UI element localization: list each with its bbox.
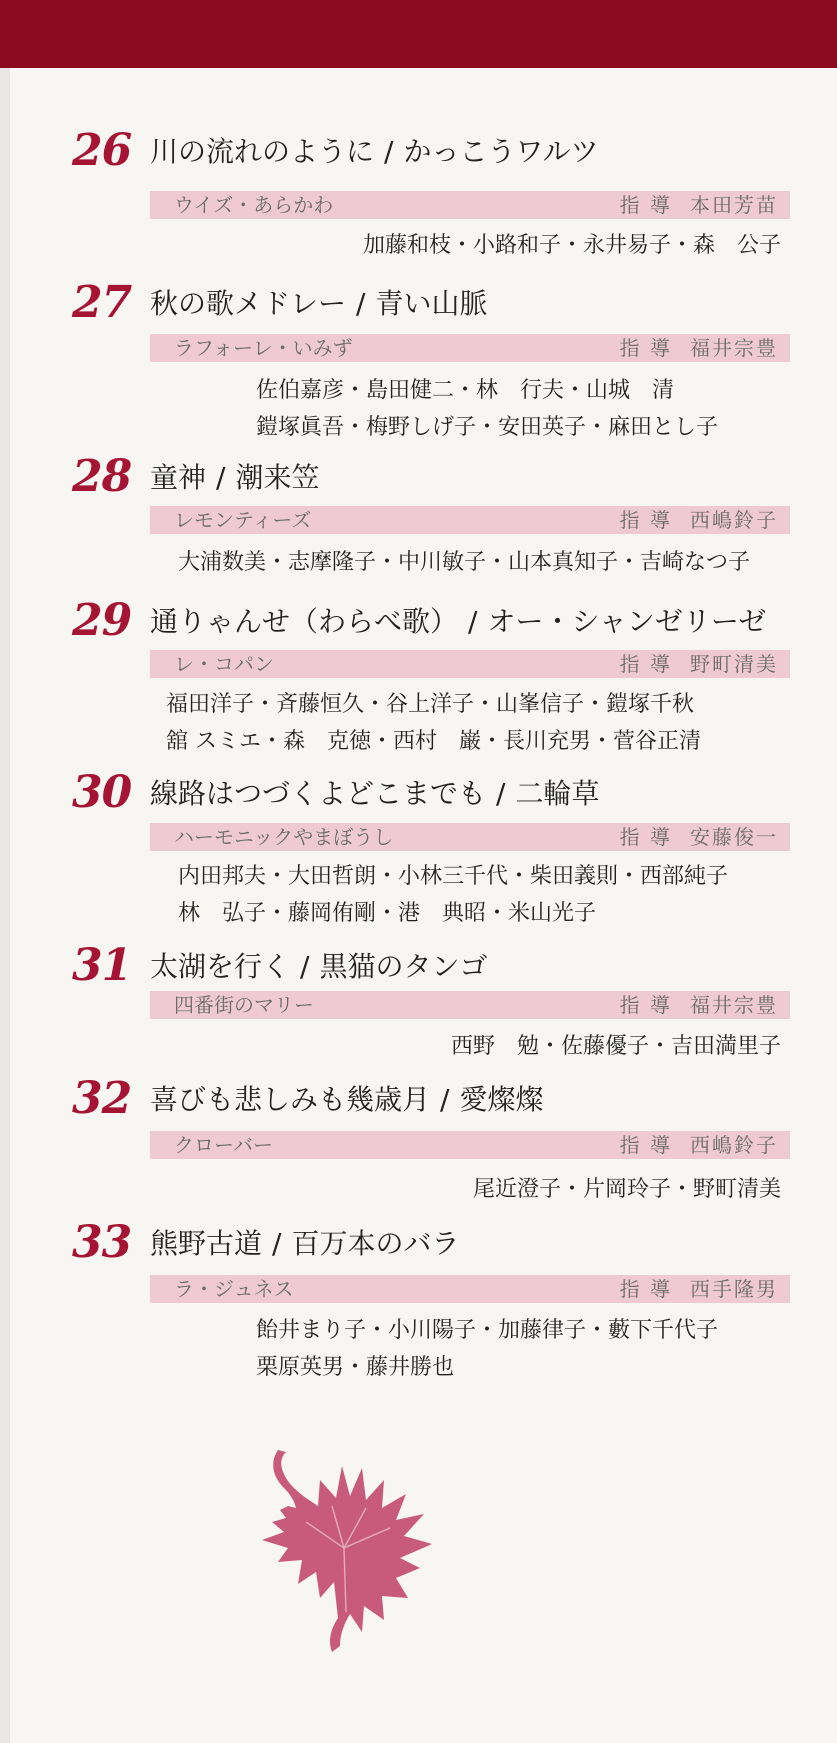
- song-title: 愛燦燦: [459, 1083, 544, 1116]
- entry-number: 26: [72, 125, 132, 176]
- director: [620, 506, 778, 534]
- song-titles: 秋の歌メドレー / 青い山脈: [150, 287, 488, 320]
- entry-number: 32: [72, 1073, 132, 1124]
- director-label: 指 導: [619, 993, 672, 1017]
- entry-number: 28: [72, 451, 132, 502]
- group-band: [150, 650, 790, 678]
- page-left-edge: [0, 68, 10, 1743]
- song-titles: 熊野古道 / 百万本のバラ: [150, 1227, 460, 1260]
- director: [620, 1275, 778, 1303]
- director-name: 本田芳苗: [690, 193, 778, 217]
- director-label: 指 導: [619, 193, 672, 217]
- song-title: 太湖を行く: [150, 950, 291, 983]
- song-title: オー・シャンゼリーゼ: [487, 605, 767, 638]
- song-title: 百万本のバラ: [291, 1227, 460, 1260]
- director: [620, 823, 778, 851]
- song-titles: 通りゃんせ（わらべ歌） / オー・シャンゼリーゼ: [150, 605, 767, 638]
- song-titles: 童神 / 潮来笠: [150, 461, 320, 494]
- director-label: 指 導: [619, 336, 672, 360]
- director: [620, 334, 778, 362]
- song-title: 青い山脈: [375, 287, 488, 320]
- member-line: 佐伯嘉彦・島田健二・林 行夫・山城 清: [256, 378, 675, 403]
- group-name: クローバー: [174, 1133, 273, 1157]
- song-title: 線路はつづくよどこまでも: [150, 777, 487, 810]
- member-line: 尾近澄子・片岡玲子・野町清美: [472, 1177, 781, 1202]
- song-title: 川の流れのように: [150, 135, 375, 168]
- song-title: 二輪草: [515, 777, 600, 810]
- song-title: 童神: [150, 461, 207, 494]
- song-title: 潮来笠: [235, 461, 320, 494]
- song-title: 熊野古道: [150, 1227, 263, 1260]
- director-name: 西嶋鈴子: [690, 1133, 778, 1157]
- song-title: 喜びも悲しみも幾歳月: [150, 1083, 431, 1116]
- member-line: 鎧塚眞吾・梅野しげ子・安田英子・麻田とし子: [256, 415, 719, 440]
- song-titles: 太湖を行く / 黒猫のタンゴ: [150, 950, 488, 983]
- song-titles: 線路はつづくよどこまでも / 二輪草: [150, 777, 600, 810]
- director-name: 野町清美: [690, 652, 778, 676]
- song-titles: 喜びも悲しみも幾歳月 / 愛燦燦: [150, 1083, 544, 1116]
- member-line: 林 弘子・藤岡侑剛・港 典昭・米山光子: [178, 901, 597, 926]
- entry-number: 31: [72, 940, 132, 991]
- director: [620, 991, 778, 1019]
- group-name: ハーモニックやまぼうし: [174, 825, 394, 849]
- song-title: 秋の歌メドレー: [150, 287, 347, 320]
- group-band: [150, 991, 790, 1019]
- top-header-band: [0, 0, 837, 68]
- member-line: 栗原英男・藤井勝也: [256, 1355, 455, 1380]
- member-line: 舘 スミエ・森 克徳・西村 巌・長川充男・菅谷正清: [166, 729, 701, 754]
- director-name: 西嶋鈴子: [690, 508, 778, 532]
- member-line: 加藤和枝・小路和子・永井易子・森 公子: [362, 233, 781, 258]
- group-band: [150, 823, 790, 851]
- member-line: 西野 勉・佐藤優子・吉田満里子: [450, 1034, 781, 1059]
- director-name: 福井宗豊: [690, 993, 778, 1017]
- group-name: 四番街のマリー: [174, 993, 314, 1017]
- director-label: 指 導: [619, 508, 672, 532]
- group-name: レモンティーズ: [174, 508, 312, 532]
- group-band: [150, 1275, 790, 1303]
- group-band: [150, 506, 790, 534]
- member-line: 福田洋子・斉藤恒久・谷上洋子・山峯信子・鎧塚千秋: [166, 692, 695, 717]
- group-name: ラフォーレ・いみず: [174, 336, 353, 360]
- member-line: 大浦数美・志摩隆子・中川敏子・山本真知子・吉崎なつ子: [178, 550, 751, 575]
- entry-number: 27: [72, 277, 132, 328]
- member-line: 飴井まり子・小川陽子・加藤律子・藪下千代子: [256, 1318, 719, 1343]
- director-label: 指 導: [619, 652, 672, 676]
- maple-leaf-icon: [258, 1448, 436, 1654]
- song-title: 通りゃんせ（わらべ歌）: [150, 605, 459, 638]
- director-name: 安藤俊一: [690, 825, 778, 849]
- director-name: 福井宗豊: [690, 336, 778, 360]
- group-band: [150, 191, 790, 219]
- song-title: かっこうワルツ: [403, 135, 599, 168]
- director: [620, 1131, 778, 1159]
- director-label: 指 導: [619, 1277, 672, 1301]
- director-label: 指 導: [619, 825, 672, 849]
- group-band: [150, 1131, 790, 1159]
- entry-number: 29: [72, 595, 132, 646]
- group-name: レ・コパン: [174, 652, 274, 676]
- director-name: 西手隆男: [690, 1277, 778, 1301]
- entry-number: 30: [72, 767, 132, 818]
- group-name: ウイズ・あらかわ: [174, 193, 334, 217]
- director: [620, 191, 778, 219]
- entry-number: 33: [72, 1217, 132, 1268]
- director: [620, 650, 778, 678]
- group-band: [150, 334, 790, 362]
- member-line: 内田邦夫・大田哲朗・小林三千代・柴田義則・西部純子: [178, 864, 729, 889]
- song-titles: 川の流れのように / かっこうワルツ: [150, 135, 599, 168]
- group-name: ラ・ジュネス: [174, 1277, 294, 1301]
- director-label: 指 導: [619, 1133, 672, 1157]
- song-title: 黒猫のタンゴ: [319, 950, 488, 983]
